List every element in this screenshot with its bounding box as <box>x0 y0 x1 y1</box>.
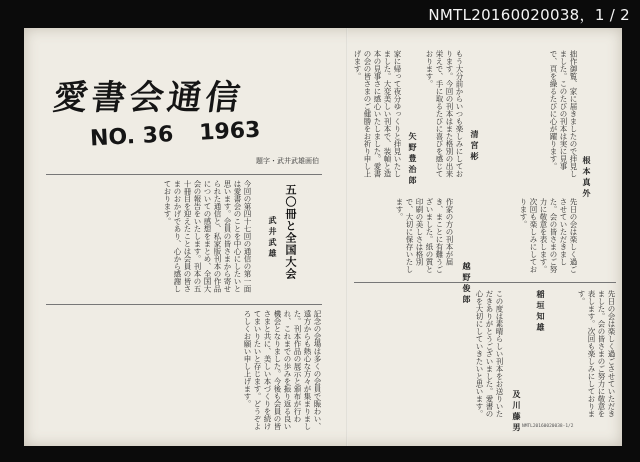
divider <box>354 282 616 283</box>
letter-author: 矢野豊治郎 <box>408 132 418 187</box>
divider <box>46 304 322 305</box>
letter-body: 拙作御覧、家に届きましたので拝見しました。このたびの刊本は実に見事で、頁を繰るたびに心が躍ります。 <box>549 50 578 178</box>
letter-author: 根本真外 <box>582 156 592 200</box>
issue-year: 1963 <box>198 117 262 146</box>
letter-author: 越野俊郎 <box>462 262 472 306</box>
archive-watermark: NMTL20160020038，1 / 2 <box>428 6 630 24</box>
letter-body: 家に帰って夜分ゆっくりと拝見いたしました。大変美しい刊本で、装幀と造本の見事さに感心いたしました。愛書の会の皆さまのご健勝をお祈り申し上げます。 <box>353 50 402 178</box>
letter-author: 及川藤男 <box>512 390 522 434</box>
newsletter-sheet <box>24 28 622 446</box>
letter-body: 先日の会は楽しく過ごさせていただきました。会の皆さまのご努力に敬意を表します。次回も楽しみにしております。 <box>519 198 578 273</box>
article-body-lower: 記念の会場は多くの会員で賑わい、遠方からも熱心な方々が集まりました。刊本作品の展示と頒布が行われ、これまでの歩みを振り返る良い機会となりました。今後も会員の皆さまと共に、美しい本づくりを続けてまいりたいと存じます。どうぞよろしくお願い申し上げます。 <box>243 310 322 430</box>
letter-body-continued: 先日の会は楽しく過ごさせていただきました。会の皆さまのご努力に敬意を表します。次回も楽しみにしております。 <box>577 290 616 418</box>
issue-label: NO. 36 <box>89 122 174 152</box>
center-fold <box>346 28 348 446</box>
letter-body: 作家の方の刊本が届き、まことに有難うございました。紙の質と印刷の美しさは格別で、大切に保存いたします。 <box>395 198 454 273</box>
masthead-title: 愛書会通信 <box>50 78 247 118</box>
letter-body: もう大分前からいつも楽しみにしております。今回の刊本はまた格別の出来栄えで、手に取るたびに喜びを感じております。 <box>425 50 464 178</box>
article-title: 五〇冊と全国大会 <box>284 184 297 280</box>
letter-author: 稲垣知雄 <box>536 290 546 334</box>
issue-number <box>89 118 261 152</box>
article-body-upper: 今回の第四十七回の通信の第一面は愛書会のことを中心にしたいと思います。会員の皆さまから寄せられた通信と、私家版刊本の作品についての感想をまとめ、全国大会の報告をいたします。刊本の五十冊目を迎えたことは会員の皆さまのおかげであり、心から感謝しております。 <box>163 180 252 293</box>
article-author: 武井武雄 <box>268 216 278 260</box>
title-credit: 題字・武井武雄画伯 <box>256 157 319 165</box>
archive-stamp: NMTL20160020038-1/2 <box>522 424 574 429</box>
letter-author: 清宮彬 <box>470 130 480 163</box>
letter-body: この度は素晴らしい刊本をお送りいただきありがとうございました。愛書の心を大切にしていきたいと思います。 <box>475 290 504 418</box>
divider <box>46 174 322 175</box>
